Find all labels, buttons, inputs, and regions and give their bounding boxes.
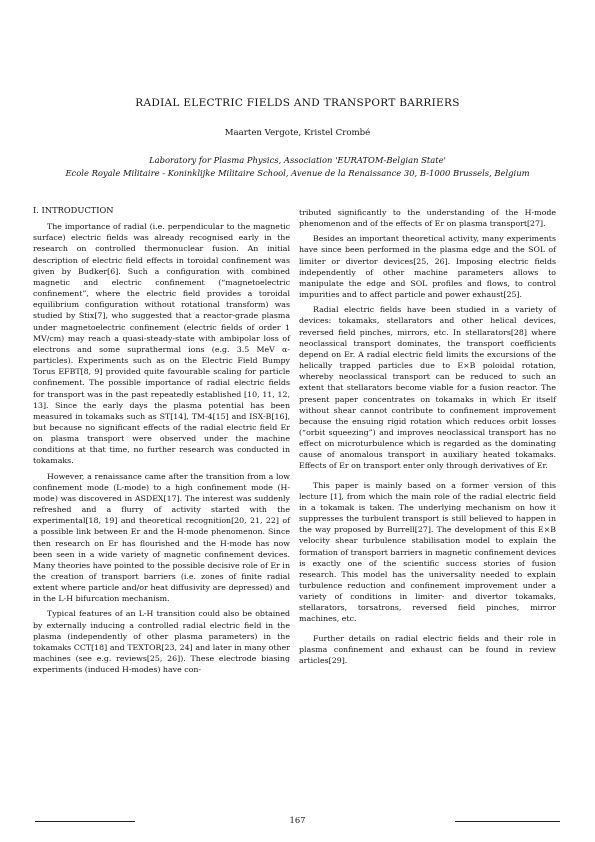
section-heading: I. INTRODUCTION <box>33 205 114 215</box>
paragraph: Radial electric fields have been studied in a variety of devices: tokamaks, stellarators and other helical devices, reversed field pinches, mirrors, etc. In stellarators[28] where neoclassical transport dominates, the transport coefficients depend on Er. A radial electric field limits the excursions of the helically trapped particles due to E×B poloidal rotation, whereby neoclassical transport can be reduced to such an extent that stellarators become viable for a fusion reactor. The present paper concentrates on tokamaks in which Er itself without shear cannot contribute to confinement improvement because the ensuing rigid rotation which reduces orbit losses (“orbit squeezing”) and improves neoclassical transport has no effect on microturbulence which is regarded as the dominating cause of anomalous transport in auxiliary heated tokamaks. Effects of Er on transport enter only through derivatives of Er. <box>299 305 556 471</box>
left-column <box>33 205 290 679</box>
paragraph: Besides an important theoretical activity, many experiments have since been performed in the plasma edge and the SOL of limiter or divertor devices[25, 26]. Imposing electric fields independently of other machine parameters allows to manipulate the edge and SOL profiles and flows, to control impurities and to affect particle and power exhaust[25]. <box>299 234 556 300</box>
author-list: Maarten Vergote, Kristel Crombé <box>224 128 371 138</box>
paper-title: RADIAL ELECTRIC FIELDS AND TRANSPORT BARRIERS <box>135 97 460 109</box>
paragraph: tributed significantly to the understanding of the H-mode phenomenon and of the effects of Er on plasma transport[27]. <box>299 208 556 229</box>
paragraph: However, a renaissance came after the transition from a low confinement mode (L-mode) to a high confinement mode (H-mode) was discovered in ASDEX[17]. The interest was suddenly refreshed and a flurry of activity started with the experimental[18, 19] and theoretical recognition[20, 21, 22] of a possible link between Er and the H-mode phenomenon. Since then research on Er has flourished and the H-mode has now been seen in a wide variety of magnetic confinement devices. Many theories have pointed to the possible decisive role of Er in the creation of transport barriers (i.e. zones of finite radial extent where particle and/or heat diffusivity are depressed) and in the L-H bifurcation mechanism. <box>33 471 290 604</box>
page-number: 167 <box>289 815 306 825</box>
right-column <box>299 207 556 670</box>
paragraph: This paper is mainly based on a former version of this lecture [1], from which the main role of the radial electric field in a tokamak is taken. The underlying mechanism on how it suppresses the turbulent transport is still believed to happen in the way proposed by Burrell[27]. The development of this E×B velocity shear turbulence stabilisation model to explain the formation of transport barriers in magnetic confinement devices is exactly one of the scientific success stories of fusion research. This model has the universality needed to explain turbulence reduction and confinement improvement under a variety of conditions in limiter- and divertor tokamaks, stellarators, torsatrons, reversed field pinches, mirror machines, etc. <box>299 480 556 624</box>
affiliation-line-1: Laboratory for Plasma Physics, Association 'EURATOM-Belgian State' <box>149 155 446 165</box>
paragraph: Typical features of an L-H transition could also be obtained by externally inducing a controlled radial electric field in the plasma (independently of other plasma parameters) in the tokamaks CCT[18] and TEXTOR[23, 24] and later in many other machines (see e.g. reviews[25, 26]). These electrode biasing experiments (induced H-modes) have con- <box>33 609 290 675</box>
paragraph: The importance of radial (i.e. perpendicular to the magnetic surface) electric fields was already recognised early in the research on controlled thermonuclear fusion. An initial description of electric field effects in toroidal confinement was given by Budker[6]. Such a configuration with combined magnetic and electric confinement (“magnetoelectric confinement”, where the electric field provides a toroidal equilibrium configuration without rotational transform) was studied by Stix[7], who suggested that a reactor-grade plasma under magnetoelectric confinement (electric fields of order 1 MV/cm) may reach a quasi-steady-state with ambipolar loss of electrons and some suprathermal ions (e.g. 3.5 MeV α-particles). Experiments such as on the Electric Field Bumpy Torus EFBT[8, 9] provided quite favourable scaling for particle confinement. The possible importance of radial electric fields for transport was in the past repeatedly established [10, 11, 12, 13]. Since the early days the plasma potential has been measured in tokamaks such as ST[14], TM-4[15] and ISX-B[16], but because no significant effects of the radial electric field Er on plasma transport were observed under the machine conditions at that time, no further research was conducted in tokamaks. <box>33 222 290 466</box>
footer-rule-right <box>455 821 560 822</box>
affiliation-line-2: Ecole Royale Militaire - Koninklijke Militaire School, Avenue de la Renaissance 30, B-1000 Brussels, Belgium <box>65 168 530 178</box>
paragraph: Further details on radial electric fields and their role in plasma confinement and exhaust can be found in review articles[29]. <box>299 633 556 665</box>
